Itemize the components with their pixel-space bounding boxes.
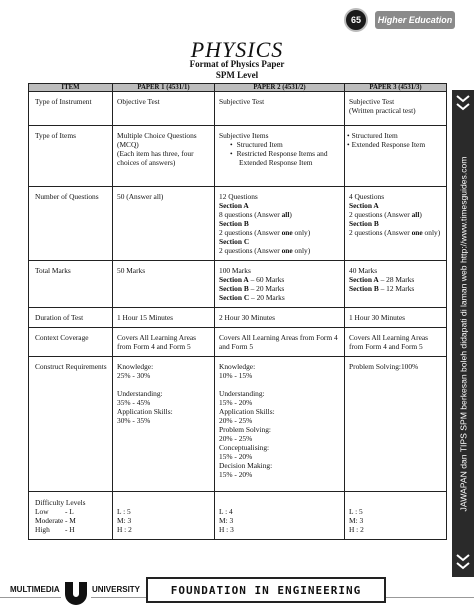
cell [215,357,345,492]
cell-line: 10% - 15% [219,371,253,380]
cell-line: 20% - 25% [219,416,253,425]
row-label: Total Marks [29,261,113,308]
side-banner-text: JAWAPAN dan TIPS SPM berkesan boleh didapati di laman web http://www.timesguides.com [458,156,468,511]
cell-line [219,293,340,302]
cell-line: Application Skills: [219,407,275,416]
cell-line [117,380,210,389]
section-label: Section B [349,284,379,293]
level-name: Low [35,507,49,516]
level-name: High [35,525,50,534]
cell: 2 Hour 30 Minutes [215,308,345,328]
cell-line [219,284,340,293]
list-item [35,516,108,525]
cell-line: Subjective Test [349,97,395,106]
text: 2 questions (Answer [219,246,282,255]
section-label: Section C [219,237,250,246]
cell-line: 12 Questions [219,192,258,201]
row-label: Type of Items [29,126,113,187]
cell-line: choices of answers) [117,158,176,167]
cell [345,92,447,126]
cell-line: Knowledge: [117,362,154,371]
cell-line: M: 3 [219,516,234,525]
text: 8 questions (Answer [219,210,282,219]
cell-line [219,275,340,284]
cell-line: Knowledge: [219,362,256,371]
cell [113,492,215,540]
header-paper-1: PAPER 1 (4531/1) [113,84,215,92]
cell-line [349,210,442,219]
level-code: - M [65,516,76,525]
cell-line: (Written practical test) [349,106,416,115]
cell [113,357,215,492]
cell: 1 Hour 15 Minutes [113,308,215,328]
cell: 1 Hour 30 Minutes [345,308,447,328]
page-title: PHYSICS [190,37,284,62]
text: ) [289,210,292,219]
cell-line: (MCQ) [117,140,139,149]
page-number-badge: 65 [344,8,368,32]
cell [113,126,215,187]
cell-line: 40 Marks [349,266,378,275]
text: only) [422,228,441,237]
cell-line: 4 Questions [349,192,385,201]
table-row [29,187,447,261]
cell: Covers All Learning Areas from Form 4 and Form 5 [215,328,345,357]
text-bold: one [281,246,293,255]
level-name: Moderate [35,516,64,525]
table-row [29,308,447,328]
cell: 50 Marks [113,261,215,308]
cell-line [219,380,340,389]
section-label: Section A [219,275,249,284]
cell [215,126,345,187]
row-label: Context Coverage [29,328,113,357]
level-code: - H [65,525,75,534]
cell-line: (Each item has three, four [117,149,194,158]
table-row [29,492,447,540]
table-row [29,261,447,308]
cell-line [349,228,442,237]
cell [215,261,345,308]
cell-line: Difficulty Levels [35,498,86,507]
cell: Covers All Learning Areas from Form 4 and Form 5 [113,328,215,357]
cell-line: 15% - 20% [219,398,253,407]
text: – 20 Marks [248,284,285,293]
cell-line [349,275,442,284]
text: – 28 Marks [378,275,415,284]
cell: Objective Test [113,92,215,126]
header-paper-2: PAPER 2 (4531/2) [215,84,345,92]
table-header-row [29,84,447,92]
row-label [29,492,113,540]
cell: 50 (Answer all) [113,187,215,261]
text: – 60 Marks [248,275,285,284]
cell-line: H : 2 [117,525,132,534]
header-item: ITEM [29,84,113,92]
cell-line [349,201,442,210]
cell: Subjective Test [215,92,345,126]
cell-line [349,284,442,293]
row-label: Number of Questions [29,187,113,261]
mmu-name-right: UNIVERSITY [92,585,141,594]
text: 2 questions (Answer [219,228,282,237]
mmu-name-left: MULTIMEDIA [10,585,60,594]
cell-line: 15% - 20% [219,452,253,461]
cell-line: Problem Solving: [219,425,271,434]
cell [215,187,345,261]
cell-line: Decision Making: [219,461,273,470]
cell-line: 35% - 45% [117,398,151,407]
section-label: Section A [219,201,249,210]
list-item [35,507,108,516]
cell [345,187,447,261]
text: 2 questions (Answer [349,228,412,237]
side-banner [452,90,474,577]
list-item: • Extended Response Item [356,140,442,149]
text-bold: all [411,210,420,219]
cell-line: Subjective Items [219,131,269,140]
cell: Problem Solving:100% [345,357,447,492]
list-item: • Structured Item [239,140,340,149]
cell-line [349,219,442,228]
table-row [29,126,447,187]
row-label: Construct Requirements [29,357,113,492]
text: 2 questions (Answer [349,210,412,219]
text-bold: one [281,228,293,237]
bullet-list [349,131,442,149]
university-logo-icon [61,578,91,606]
cell-line: 100 Marks [219,266,251,275]
section-label: Section C [219,293,250,302]
cell-line: M: 3 [117,516,132,525]
cell [345,126,447,187]
list-item [35,525,108,534]
cell: Covers All Learning Areas from Form 4 and Form 5 [345,328,447,357]
page-subtitle: Format of Physics Paper [189,59,285,69]
difficulty-levels [35,507,108,534]
cell [345,261,447,308]
text-bold: all [281,210,290,219]
table-row [29,92,447,126]
cell [345,492,447,540]
cell-line: Conceptualising: [219,443,270,452]
header-paper-3: PAPER 3 (4531/3) [345,84,447,92]
cell-line [219,228,340,237]
cell-line: 25% - 30% [117,371,151,380]
cell-line: Multiple Choice Questions [117,131,197,140]
cell-line [219,210,340,219]
section-label: Section B [349,219,379,228]
cell-line [219,201,340,210]
text: only) [292,228,311,237]
cell-line: Understanding: [117,389,163,398]
section-label: Section A [349,201,379,210]
table-row [29,328,447,357]
cell [215,492,345,540]
section-label: Section B [219,284,249,293]
text-bold: one [411,228,423,237]
cell-line: L : 5 [349,507,363,516]
cell-line: Application Skills: [117,407,173,416]
cell-line: 30% - 35% [117,416,151,425]
section-label: Section A [349,275,379,284]
cell-line: 20% - 25% [219,434,253,443]
text: – 12 Marks [378,284,415,293]
bullet-list [219,140,340,167]
row-label: Duration of Test [29,308,113,328]
text: – 20 Marks [249,293,285,302]
list-item: • Structured Item [356,131,442,140]
cell-line: H : 2 [349,525,364,534]
text: only) [292,246,311,255]
row-label: Type of Instrument [29,92,113,126]
table-row [29,357,447,492]
brand-logo: Higher Education [375,11,455,29]
cell-line [219,237,340,246]
foundation-banner: FOUNDATION IN ENGINEERING [146,577,386,603]
cell-line: L : 4 [219,507,233,516]
cell-line: H : 3 [219,525,234,534]
section-label: Section B [219,219,249,228]
cell-line: 15% - 20% [219,470,253,479]
cell-line: L : 5 [117,507,131,516]
cell-line [219,246,340,255]
format-table [28,83,447,540]
cell-line [219,219,340,228]
cell-line: Understanding: [219,389,265,398]
text: ) [419,210,422,219]
level-code: - L [65,507,74,516]
cell-line: M: 3 [349,516,364,525]
list-item: • Restricted Response Items and Extended Response Item [239,149,340,167]
page-level: SPM Level [215,70,259,80]
